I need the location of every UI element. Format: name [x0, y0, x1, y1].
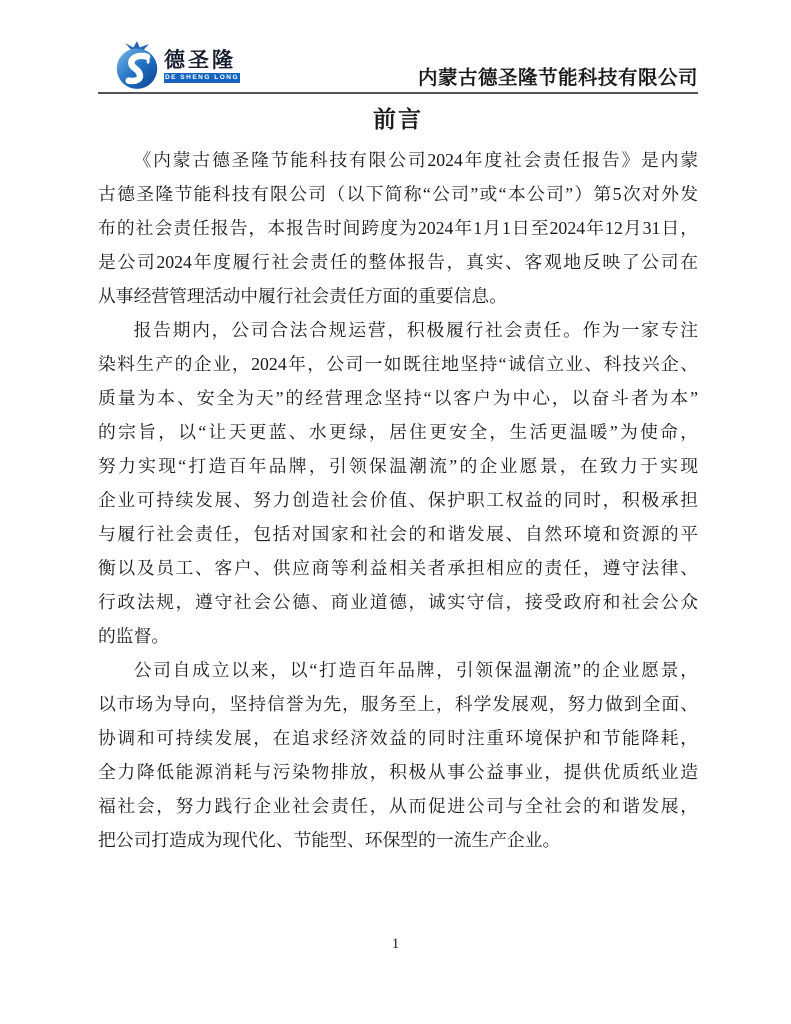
page-number: 1 — [391, 936, 400, 952]
page-footer — [0, 936, 791, 953]
text-line: 染料生产的企业，2024年，公司一如既往地坚持“诚信立业、科技兴企、 — [98, 354, 698, 374]
logo-bar — [164, 73, 240, 83]
text-line: 的宗旨，以“让天更蓝、水更绿，居住更安全，生活更温暖”为使命， — [98, 422, 698, 442]
text-line: 从事经营管理活动中履行社会责任方面的重要信息。 — [98, 286, 507, 306]
paragraph — [98, 653, 698, 857]
company-name: 内蒙古德圣隆节能科技有限公司 — [417, 68, 698, 89]
logo-cn-name: 德圣隆 — [164, 49, 236, 72]
document-body — [98, 143, 698, 857]
text-line: 的监督。 — [98, 626, 170, 646]
text-line: 布的社会责任报告，本报告时间跨度为2024年1月1日至2024年12月31日， — [98, 218, 698, 238]
paragraph — [98, 313, 698, 653]
text-line: 以市场为导向，坚持信誉为先，服务至上，科学发展观，努力做到全面、 — [98, 694, 698, 714]
text-line: 是公司2024年度履行社会责任的整体报告，真实、客观地反映了公司在 — [98, 252, 698, 272]
text-line: 行政法规，遵守社会公德、商业道德，诚实守信，接受政府和社会公众 — [98, 592, 698, 612]
page-title: 前言 — [373, 107, 423, 132]
text-line: 公司自成立以来，以“打造百年品牌，引领保温潮流”的企业愿景， — [133, 660, 698, 680]
text-line: 《内蒙古德圣隆节能科技有限公司2024年度社会责任报告》是内蒙 — [133, 150, 698, 170]
text-line: 协调和可持续发展，在追求经济效益的同时注重环境保护和节能降耗， — [98, 728, 698, 748]
text-line: 质量为本、安全为天”的经营理念坚持“以客户为中心，以奋斗者为本” — [98, 388, 698, 408]
logo-en-name: DE SHENG LONG — [164, 74, 240, 81]
text-line: 把公司打造成为现代化、节能型、环保型的一流生产企业。 — [98, 830, 561, 850]
text-line: 企业可持续发展、努力创造社会价值、保护职工权益的同时，积极承担 — [98, 490, 698, 510]
text-line: 与履行社会责任，包括对国家和社会的和谐发展、自然环境和资源的平 — [98, 524, 698, 544]
text-line: 努力实现“打造百年品牌，引领保温潮流”的企业愿景，在致力于实现 — [98, 456, 698, 476]
paragraph — [98, 143, 698, 313]
text-line: 全力降低能源消耗与污染物排放，积极从事公益事业，提供优质纸业造 — [98, 762, 698, 782]
dragon-logo-icon — [114, 40, 160, 90]
company-logo — [114, 40, 240, 90]
text-line: 报告期内，公司合法合规运营，积极履行社会责任。作为一家专注 — [133, 320, 698, 340]
text-line: 福社会，努力践行企业社会责任，从而促进公司与全社会的和谐发展， — [98, 796, 698, 816]
page-header — [98, 0, 698, 94]
text-line: 古德圣隆节能科技有限公司（以下简称“公司”或“本公司”）第5次对外发 — [98, 184, 698, 204]
text-line: 衡以及员工、客户、供应商等利益相关者承担相应的责任，遵守法律、 — [98, 558, 698, 578]
logo-text — [164, 50, 240, 83]
